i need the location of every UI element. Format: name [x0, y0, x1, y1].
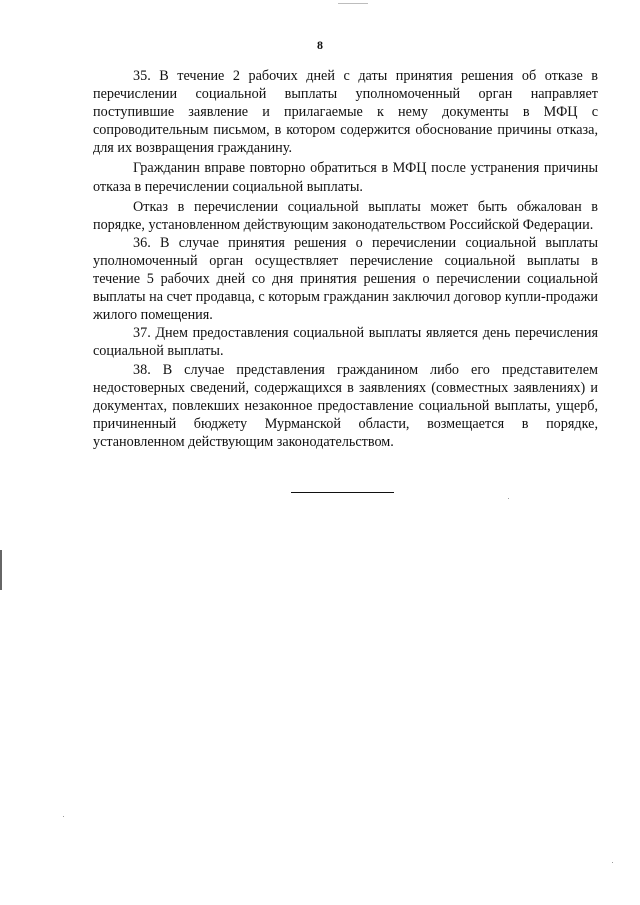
- paragraph-38: 38. В случае представления гражданином либо его представителем недостоверных сведений, содержащихся в заявлениях (совместных заявлениях) и документах, повлекших незаконное предоставление социальной выплаты, ущерб, причиненный бюджету Мурманской области, возмещается в порядке, установленном действующим законодательством.: [93, 361, 598, 450]
- paragraph-36: 36. В случае принятия решения о перечислении социальной выплаты уполномоченный орган осуществляет перечисление социальной выплаты в течение 5 рабочих дней со дня принятия решения о перечислении социальной выплаты на счет продавца, с которым гражданин заключил договор купли-продажи жилого помещения.: [93, 234, 598, 324]
- paragraph-reapply: Гражданин вправе повторно обратиться в МФЦ после устранения причины отказа в перечислении социальной выплаты.: [93, 160, 598, 195]
- page-number: 8: [317, 38, 323, 52]
- scan-top-mark: [338, 3, 368, 4]
- paragraph-appeal: Отказ в перечислении социальной выплаты может быть обжалован в порядке, установленном действующим законодательством Российской Федерации.: [93, 198, 598, 233]
- scan-speck: [508, 498, 509, 499]
- scan-edge-mark: [0, 550, 2, 590]
- paragraph-35: 35. В течение 2 рабочих дней с даты принятия решения об отказе в перечислении социальной выплаты уполномоченный орган направляет поступившие заявление и прилагаемые к нему документы в МФЦ с сопроводительным письмом, в котором содержится обоснование причины отказа, для их возвращения гражданину.: [93, 68, 598, 157]
- scan-speck: [63, 816, 64, 817]
- document-body: [93, 67, 598, 451]
- paragraph-37: 37. Днем предоставления социальной выплаты является день перечисления социальной выплаты.: [93, 325, 598, 360]
- end-of-text-rule: [291, 492, 394, 493]
- scan-speck: [612, 862, 613, 863]
